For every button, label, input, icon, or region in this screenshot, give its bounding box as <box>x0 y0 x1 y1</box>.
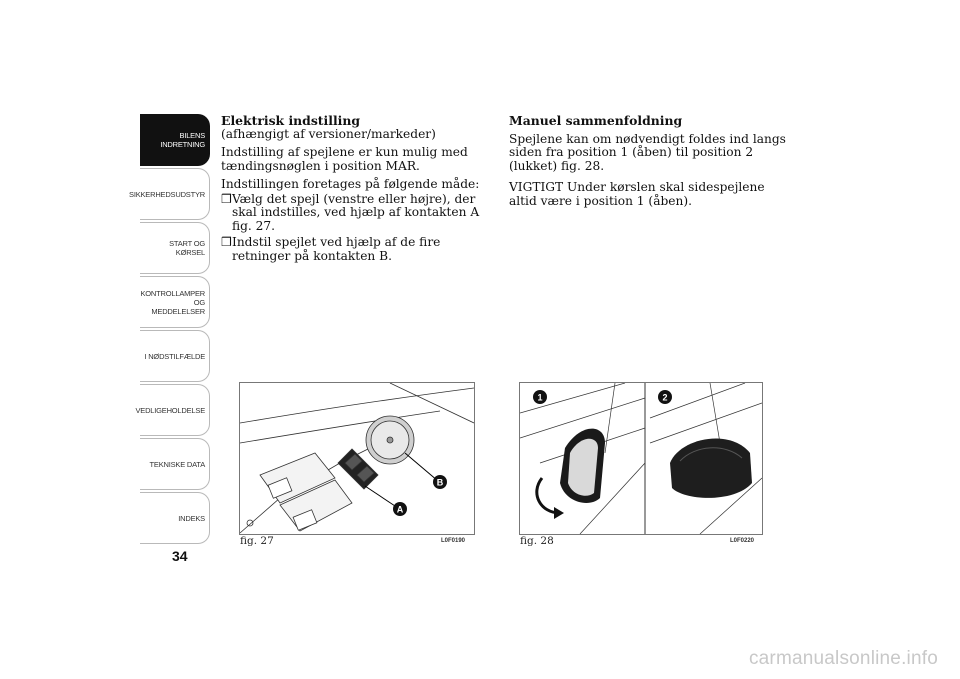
figure-28-caption: fig. 28 <box>520 535 554 547</box>
checkbox-bullet-icon: ❒ <box>221 235 232 249</box>
tab-bilens-indretning[interactable] <box>140 114 210 166</box>
figure-27-code: L0F0190 <box>441 538 466 544</box>
tab-vedligeholdelse[interactable] <box>135 384 210 436</box>
tab-sikkerhedsudstyr[interactable] <box>129 168 210 220</box>
tab-tekniske-data[interactable] <box>140 438 210 490</box>
watermark: carmanualsonline.info <box>748 648 938 669</box>
tab-label: START OG KØRSEL <box>169 239 205 257</box>
section-subheading: (afhængigt af versioner/markeder) <box>221 126 436 141</box>
mirror-fold-illustration <box>520 383 762 534</box>
list-item-text: Vælg det spejl (venstre eller højre), der skal indstilles, ved hjælp af kontakten A fig. 27. <box>232 191 480 233</box>
list-item-text: Indstil spejlet ved hjælp af de fire retninger på kontakten B. <box>232 235 441 263</box>
section-tabs <box>129 114 210 546</box>
tab-label: SIKKERHEDSUDSTYR <box>129 189 205 199</box>
figure-27-mirror-controls <box>239 382 475 535</box>
tab-label: VEDLIGEHOLDELSE <box>135 405 205 415</box>
callout-a-label: A <box>396 504 404 515</box>
mirror-control-illustration <box>240 383 474 534</box>
checkbox-bullet-icon: ❒ <box>221 191 232 206</box>
tab-label: INDEKS <box>178 513 205 523</box>
paragraph: Indstillingen foretages på følgende måde: <box>221 177 480 191</box>
tab-label: KONTROLLAMPER OG MEDDELELSER <box>140 288 205 316</box>
list-item <box>221 236 491 263</box>
right-column <box>509 114 789 213</box>
left-column <box>221 114 491 266</box>
figure-27-caption: fig. 27 <box>240 535 274 547</box>
paragraph: Indstilling af spejlene er kun mulig med tændingsnøglen i position MAR. <box>221 145 468 173</box>
tab-i-nodstilfaelde[interactable] <box>140 330 210 382</box>
tab-label: TEKNISKE DATA <box>149 459 205 469</box>
figure-28-code: L0F0220 <box>730 538 755 544</box>
callout-2-label: 2 <box>662 392 668 403</box>
section-heading-manual: Manuel sammenfoldning <box>509 113 683 128</box>
paragraph: Spejlene kan om nødvendigt foldes ind langs siden fra position 1 (åben) til position 2 (lukket) fig. 28. <box>509 131 786 173</box>
tab-label: BILENS INDRETNING <box>160 131 205 149</box>
figure-28-mirror-folding <box>519 382 763 535</box>
tab-kontrollamper[interactable] <box>140 276 210 328</box>
list-item <box>221 193 491 234</box>
tab-label: I NØDSTILFÆLDE <box>144 351 205 361</box>
section-heading-electric: Elektrisk indstilling <box>221 113 361 128</box>
callout-1-label: 1 <box>537 392 543 403</box>
tab-indeks[interactable] <box>140 492 210 544</box>
tab-start-og-korsel[interactable] <box>140 222 210 274</box>
paragraph: VIGTIGT Under kørslen skal sidespejlene altid være i position 1 (åben). <box>509 180 765 208</box>
page-number: 34 <box>172 548 188 564</box>
callout-b-label: B <box>436 477 444 488</box>
